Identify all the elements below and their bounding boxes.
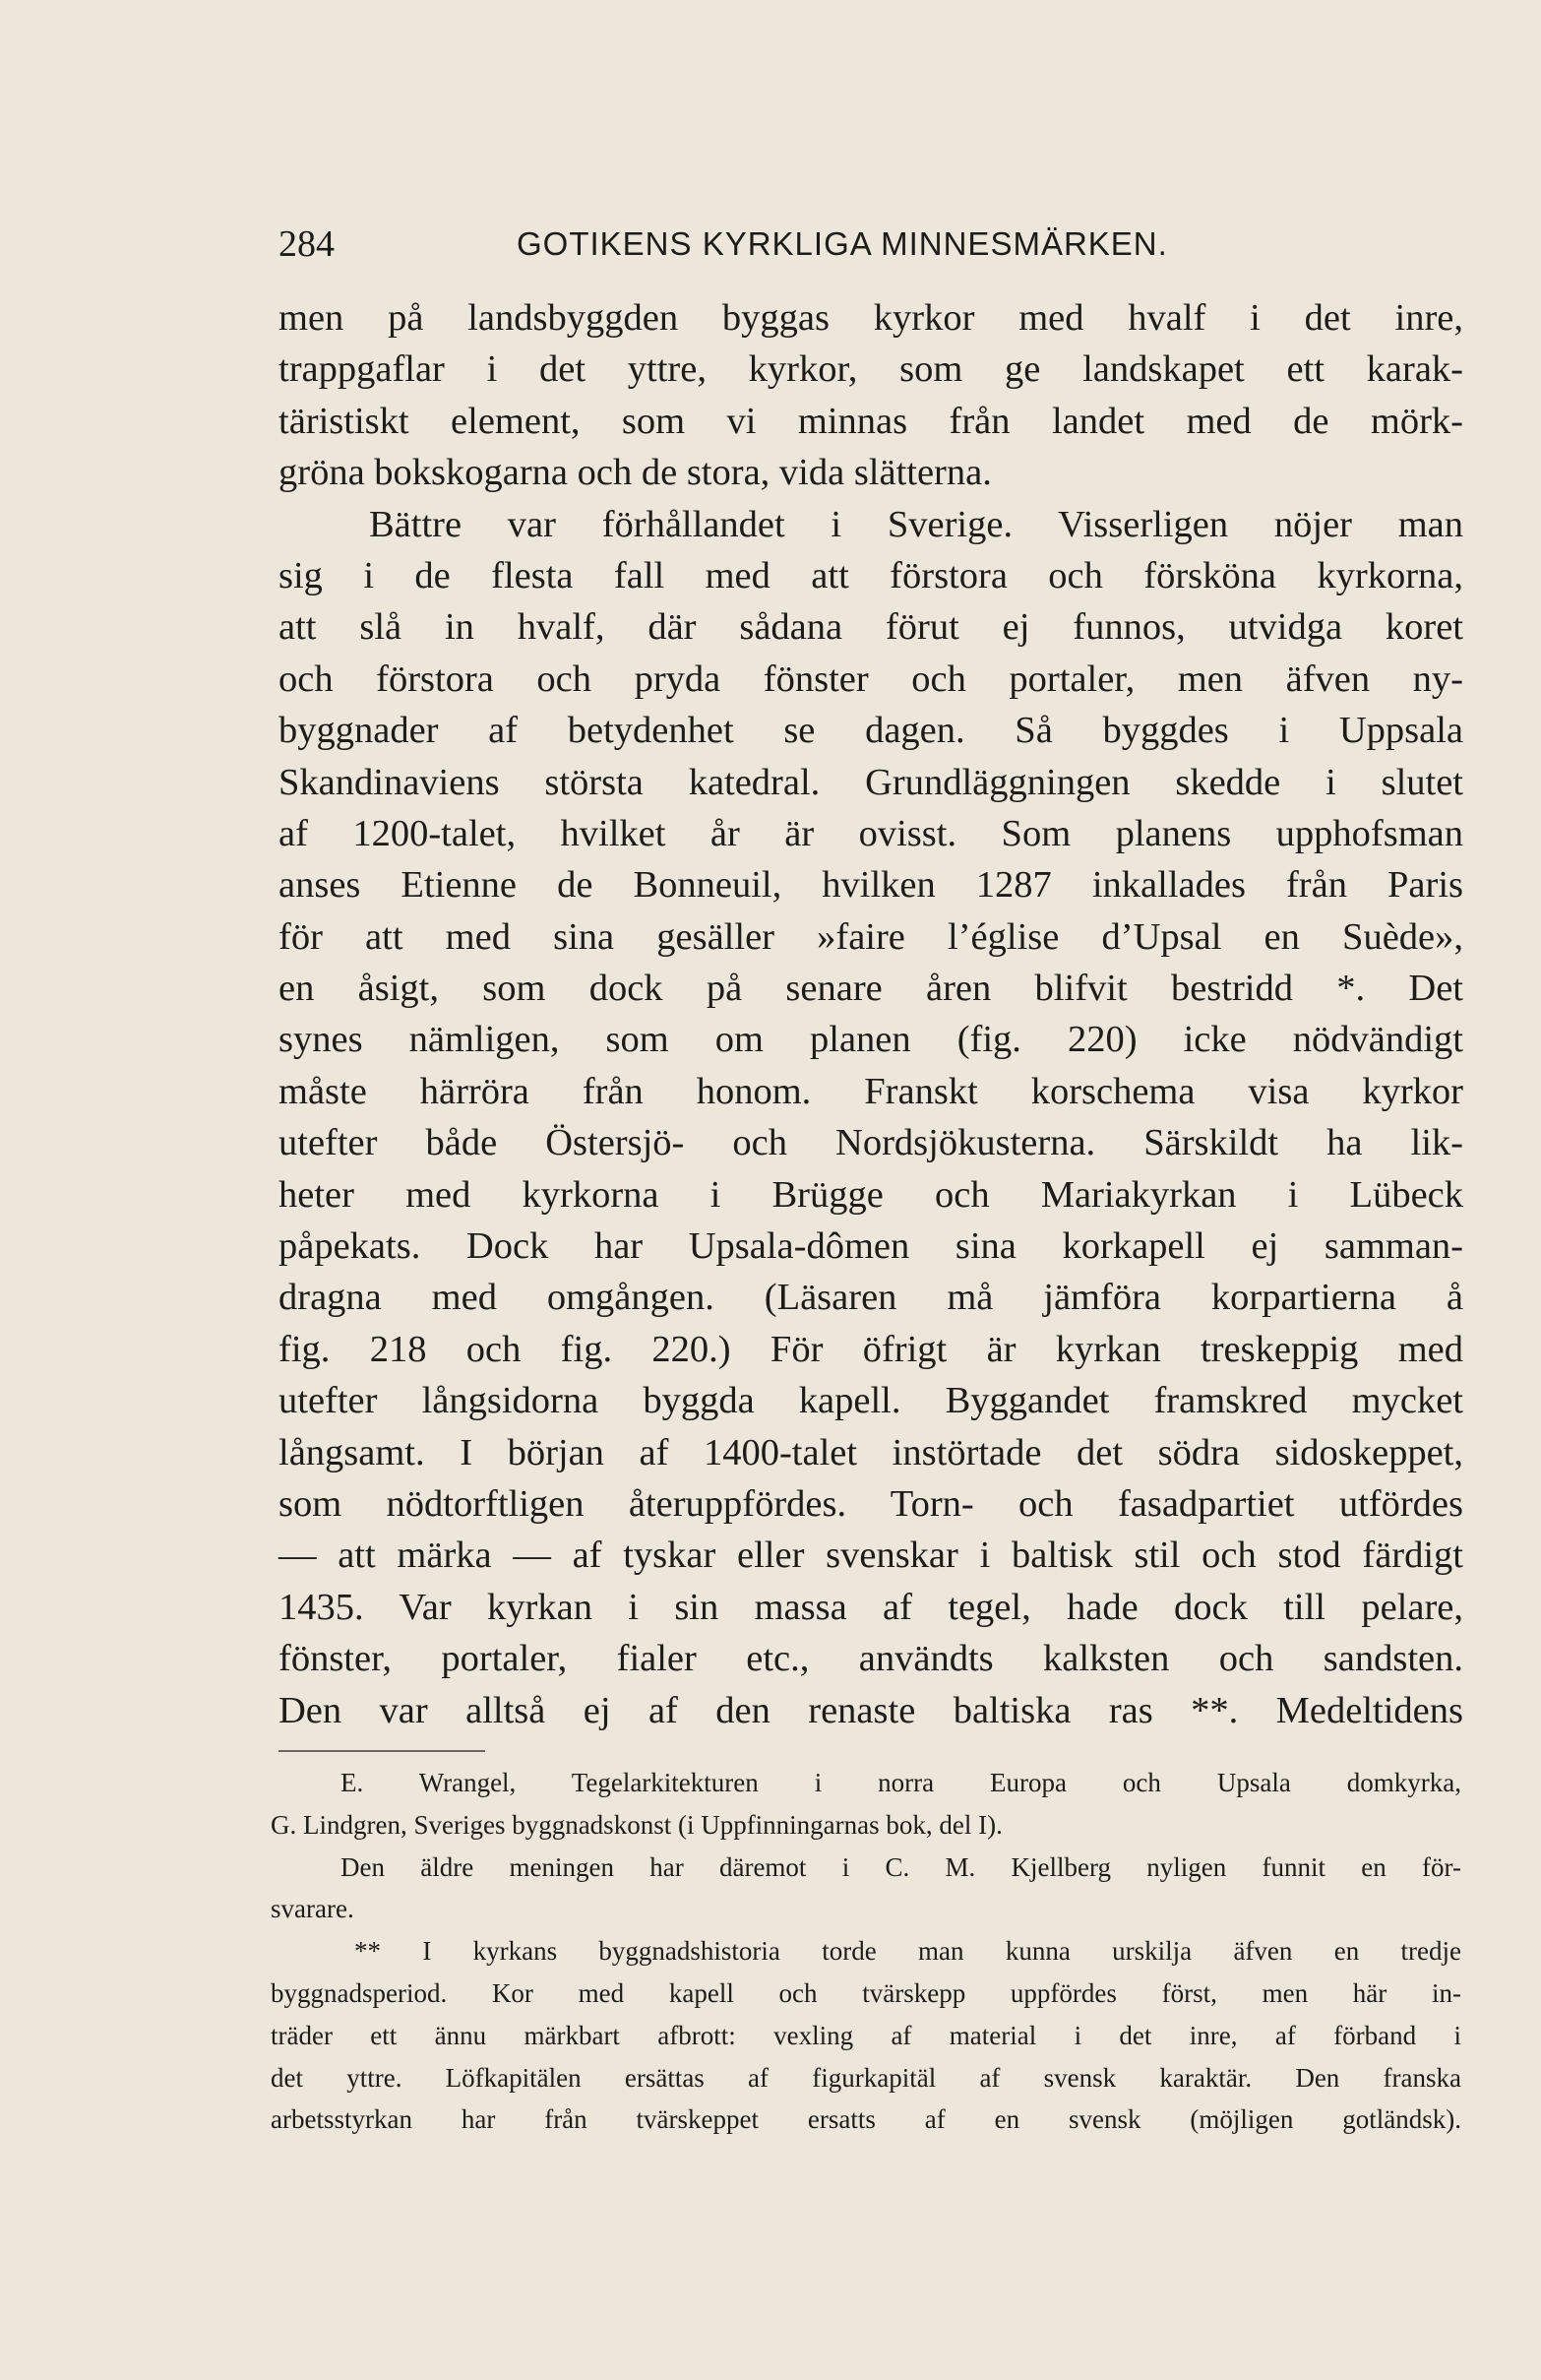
text-line: 1435. Var kyrkan i sin massa af tegel, hade dock till pelare, <box>278 1586 1463 1628</box>
footnote-line: svarare. <box>271 1894 354 1924</box>
footnote-line: arbetsstyrkan har från tvärskeppet ersatts af en svensk (möjligen gotländsk). <box>271 2104 1461 2135</box>
text-line: en åsigt, som dock på senare åren blifvit bestridd *. Det <box>278 968 1463 1010</box>
text-line: sig i de flesta fall med att förstora och försköna kyrkorna, <box>278 554 1463 596</box>
text-line: synes nämligen, som om planen (fig. 220) icke nödvändigt <box>278 1019 1463 1061</box>
text-line: dragna med omgången. (Läsaren må jämföra korpartierna å <box>278 1277 1463 1319</box>
text-line: täristiskt element, som vi minnas från landet med de mörk- <box>278 400 1463 442</box>
footnote-line: träder ett ännu märkbart afbrott: vexling af material i det inre, af förband i <box>271 2020 1461 2050</box>
footnote-line: E. Wrangel, Tegelarkitekturen i norra Europa och Upsala domkyrka, <box>340 1768 1461 1797</box>
text-line: gröna bokskogarna och de stora, vida slätterna. <box>278 452 992 494</box>
footnote-line: G. Lindgren, Sveriges byggnadskonst (i Uppfinningarnas bok, del I). <box>271 1809 1003 1840</box>
text-line: och förstora och pryda fönster och portaler, men äfven ny- <box>278 658 1463 700</box>
text-line: fönster, portaler, fialer etc., användts kalksten och sandsten. <box>278 1638 1463 1680</box>
text-line: trappgaflar i det yttre, kyrkor, som ge landskapet ett karak- <box>278 348 1463 391</box>
running-title: GOTIKENS KYRKLIGA MINNESMÄRKEN. <box>517 225 1168 262</box>
text-line: måste härröra från honom. Franskt korschema visa kyrkor <box>278 1070 1463 1112</box>
footnote-line: det yttre. Löfkapitälen ersättas af figurkapitäl af svensk karaktär. Den franska <box>271 2062 1461 2093</box>
body-text <box>278 292 1463 1736</box>
text-line: påpekats. Dock har Upsala-dômen sina korkapell ej samman- <box>278 1225 1463 1268</box>
text-line: utefter både Östersjö- och Nordsjökusterna. Särskildt ha lik- <box>278 1122 1463 1164</box>
text-line: långsamt. I början af 1400-talet instörtade det södra sidoskeppet, <box>278 1431 1463 1473</box>
text-line: Den var alltså ej af den renaste baltiska ras **. Medeltidens <box>278 1689 1463 1731</box>
footnote-line: Den äldre meningen har däremot i C. M. Kjellberg nyligen funnit en för- <box>340 1851 1461 1882</box>
footnote-line: ** I kyrkans byggnadshistoria torde man kunna urskilja äfven en tredje <box>354 1936 1461 1967</box>
text-line: Skandinaviens största katedral. Grundläggningen skedde i slutet <box>278 761 1463 803</box>
text-line: som nödtorftligen återuppfördes. Torn- och fasadpartiet utfördes <box>278 1482 1463 1525</box>
text-line: heter med kyrkorna i Brügge och Mariakyrkan i Lübeck <box>278 1173 1463 1216</box>
page-header <box>278 215 1459 274</box>
text-line: utefter långsidorna byggda kapell. Byggandet framskred mycket <box>278 1380 1463 1422</box>
text-line: Bättre var förhållandet i Sverige. Visserligen nöjer man <box>369 503 1463 545</box>
footnote-line: byggnadsperiod. Kor med kapell och tvärskepp uppfördes först, men här in- <box>271 1977 1461 2008</box>
text-line: byggnader af betydenhet se dagen. Så byggdes i Uppsala <box>278 710 1463 752</box>
text-line: — att märka — af tyskar eller svenskar i baltisk stil och stod färdigt <box>278 1534 1463 1577</box>
footnote-rule <box>278 1750 485 1752</box>
text-line: af 1200-talet, hvilket år är ovisst. Som planens upphofsman <box>278 812 1463 854</box>
footnotes <box>271 1762 1461 2141</box>
page-number: 284 <box>278 223 335 265</box>
text-line: att slå in hvalf, där sådana förut ej funnos, utvidga koret <box>278 606 1463 649</box>
text-line: anses Etienne de Bonneuil, hvilken 1287 inkallades från Paris <box>278 864 1463 907</box>
text-line: fig. 218 och fig. 220.) För öfrigt är kyrkan treskeppig med <box>278 1328 1463 1370</box>
text-line: för att med sina gesäller »faire l’église d’Upsal en Suède», <box>278 915 1463 958</box>
text-line: men på landsbyggden byggas kyrkor med hvalf i det inre, <box>278 297 1463 339</box>
